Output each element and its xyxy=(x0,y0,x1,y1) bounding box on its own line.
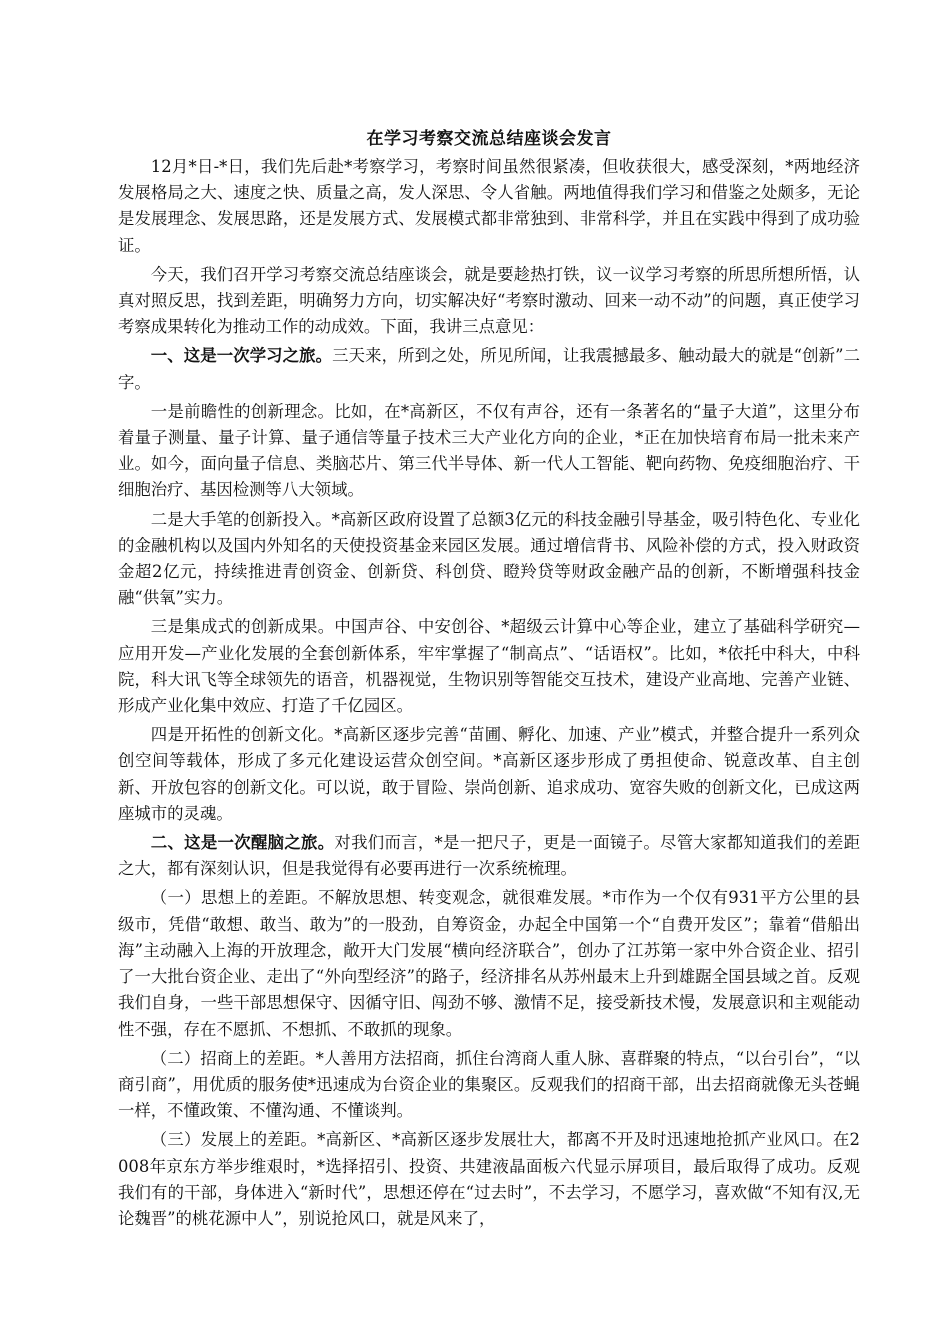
section-heading-1 xyxy=(118,343,860,395)
paragraph-6 xyxy=(118,614,860,719)
paragraph-7 xyxy=(118,722,860,827)
paragraph-text: 一是前瞻性的创新理念。比如，在*高新区，不仅有声谷，还有一条著名的“量子大道”，这里分布着量子测量、量子计算、量子通信等量子技术三大产业化方向的企业，*正在加快培育布局一批未来产业。如今，面向量子信息、类脑芯片、第三代半导体、新一代人工智能、靶向药物、免疫细胞治疗、干细胞治疗、基因检测等八大领域。 xyxy=(118,401,860,500)
paragraph-text: 12月*日-*日，我们先后赴*考察学习，考察时间虽然很紧凑，但收获很大，感受深刻，*两地经济发展格局之大、速度之快、质量之高，发人深思、令人省触。两地值得我们学习和借鉴之处颇多，无论是发展理念、发展思路，还是发展方式、发展模式都非常独到、非常科学，并且在实践中得到了成功验证。 xyxy=(118,157,860,255)
paragraph-9 xyxy=(118,885,860,1042)
paragraph-text: 二是大手笔的创新投入。*高新区政府设置了总额3亿元的科技金融引导基金，吸引特色化、专业化的金融机构以及国内外知名的天使投资基金来园区发展。通过增信背书、风险补偿的方式，投入财政资金超2亿元，持续推进青创资金、创新贷、科创贷、瞪羚贷等财政金融产品的创新，不断增强科技金融“供氧”实力。 xyxy=(118,509,860,608)
paragraph-text: （三）发展上的差距。*高新区、*高新区逐步发展壮大，都离不开及时迅速地抢抓产业风口。在2008年京东方举步维艰时，*选择招引、投资、共建液晶面板六代显示屏项目，最后取得了成功。反观我们有的干部，身体进入“新时代”，思想还停在“过去时”，不去学习，不愿学习，喜欢做“不知有汉,无论魏晋”的桃花源中人”，别说抢风口，就是风来了， xyxy=(118,1130,860,1228)
paragraph-text: 三天来，所到之处，所见所闻，让我震撼最多、触动最大的就是“创新”二字。 xyxy=(118,346,860,392)
document-page xyxy=(118,126,860,1235)
paragraph-text: （二）招商上的差距。*人善用方法招商，抓住台湾商人重人脉、喜群聚的特点，“以台引台”，“以商引商”，用优质的服务使*迅速成为台资企业的集聚区。反观我们的招商干部，出去招商就像无头苍蝇一样，不懂政策、不懂沟通、不懂谈判。 xyxy=(118,1048,860,1121)
section-heading-2 xyxy=(118,830,860,882)
paragraph-4 xyxy=(118,399,860,504)
paragraph-5 xyxy=(118,507,860,612)
paragraph-text: 今天，我们召开学习考察交流总结座谈会，就是要趁热打铁，议一议学习考察的所思所想所悟，认真对照反思，找到差距，明确努力方向，切实解决好“考察时激动、回来一动不动”的问题，真正使学习考察成果转化为推动工作的动成效。下面，我讲三点意见： xyxy=(118,264,860,337)
paragraph-10 xyxy=(118,1046,860,1125)
paragraph-text: 三是集成式的创新成果。中国声谷、中安创谷、*超级云计算中心等企业，建立了基础科学研究—应用开发—产业化发展的全套创新体系，牢牢掌握了“制高点”、“话语权”。比如，*依托中科大，中科院，科大讯飞等全球领先的语音，机器视觉，生物识别等智能交互技术，建设产业高地、完善产业链、形成产业化集中效应、打造了千亿园区。 xyxy=(118,617,860,716)
paragraph-text: 四是开拓性的创新文化。*高新区逐步完善“苗圃、孵化、加速、产业”模式，并整合提升一系列众创空间等载体，形成了多元化建设运营众创空间。*高新区逐步形成了勇担使命、锐意改革、自主创新、开放包容的创新文化。可以说，敢于冒险、崇尚创新、追求成功、宽容失败的创新文化，已成这两座城市的灵魂。 xyxy=(118,725,860,823)
paragraph-text: （一）思想上的差距。不解放思想、转变观念，就很难发展。*市作为一个仅有931平方公里的县级市，凭借“敢想、敢当、敢为”的一股劲，自筹资金，办起全中国第一个“自费开发区”；靠着“借船出海”主动融入上海的开放理念，敞开大门发展“横向经济联合”，创办了江苏第一家中外合资企业、招引了一大批台资企业、走出了“外向型经济”的路子，经济排名从苏州最末上升到雄踞全国县域之首。反观我们自身，一些干部思想保守、因循守旧、闯劲不够、激情不足，接受新技术慢，发展意识和主观能动性不强，存在不愿抓、不想抓、不敢抓的现象。 xyxy=(118,888,860,1039)
paragraph-1 xyxy=(118,154,860,259)
section-heading-lead: 二、这是一次醒脑之旅。 xyxy=(150,833,335,853)
paragraph-text: 对我们而言，*是一把尺子，更是一面镜子。尽管大家都知道我们的差距之大，都有深刻认识，但是我觉得有必要再进行一次系统梳理。 xyxy=(118,833,861,879)
document-title: 在学习考察交流总结座谈会发言 xyxy=(366,129,612,149)
section-heading-lead: 一、这是一次学习之旅。 xyxy=(150,346,333,366)
paragraph-2 xyxy=(118,262,860,341)
paragraph-11 xyxy=(118,1127,860,1232)
